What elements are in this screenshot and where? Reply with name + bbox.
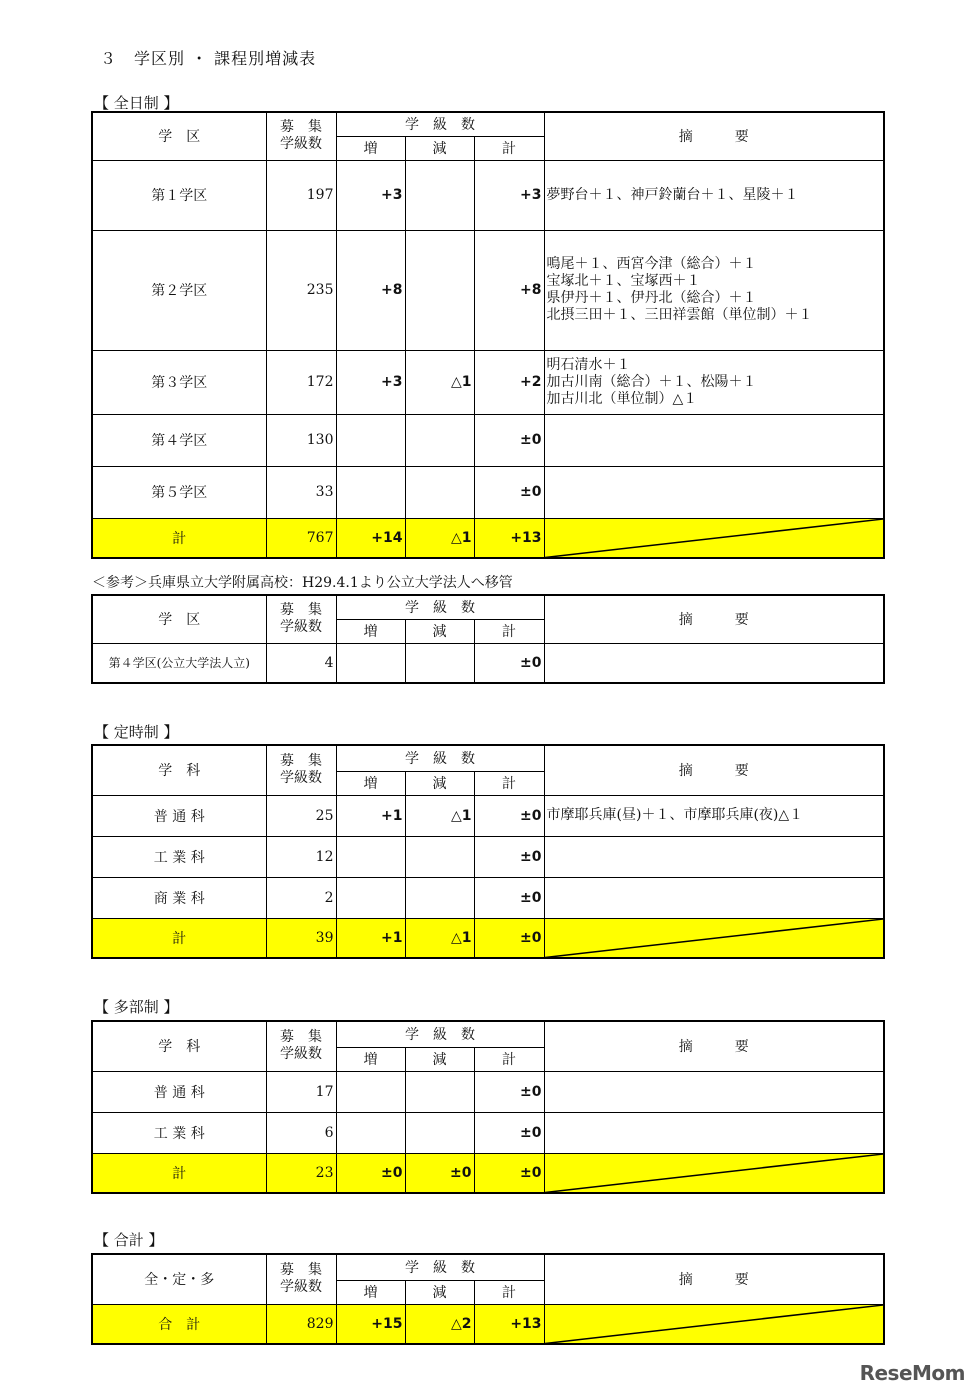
total-total: +13	[474, 518, 544, 558]
header-zou: 増	[336, 1280, 405, 1304]
row-inc	[336, 1071, 405, 1112]
row-inc	[336, 836, 405, 877]
header-gakkyu: 学 級 数	[336, 1254, 544, 1280]
table-row	[92, 466, 884, 518]
diagonal-cell	[544, 1304, 884, 1344]
row-summary	[544, 466, 884, 518]
table-reference	[91, 594, 885, 684]
row-count: 4	[266, 643, 336, 683]
section-heading-zennichi: 【 全日制 】	[94, 94, 179, 112]
total-count: 767	[266, 518, 336, 558]
table-teiji	[91, 744, 885, 959]
header-gakku: 学 区	[92, 595, 266, 643]
header-tekiyo: 摘 要	[544, 595, 884, 643]
total-inc: ±0	[336, 1153, 405, 1193]
row-dec	[405, 466, 474, 518]
row-inc: +8	[336, 230, 405, 350]
table-zennichi	[91, 111, 885, 559]
summary-line: 加古川北（単位制）△１	[546, 390, 698, 407]
row-name: 普 通 科	[92, 795, 266, 836]
table-row	[92, 414, 884, 466]
row-summary	[544, 795, 884, 836]
total-name: 計	[92, 918, 266, 958]
table-row	[92, 643, 884, 683]
header-gakka: 学 科	[92, 1021, 266, 1071]
row-dec: △1	[405, 795, 474, 836]
header-boshu-line1: 募 集	[280, 119, 322, 136]
row-summary	[544, 350, 884, 414]
summary-line: 北摂三田＋１、三田祥雲館（単位制）＋１	[546, 307, 813, 323]
row-name: 第１学区	[92, 160, 266, 230]
row-dec: △1	[405, 350, 474, 414]
total-inc: +1	[336, 918, 405, 958]
section-heading-teiji: 【 定時制 】	[94, 723, 179, 741]
row-inc: +3	[336, 350, 405, 414]
header-zou: 増	[336, 619, 405, 643]
row-total: ±0	[474, 836, 544, 877]
header-boshu-line2: 学級数	[280, 136, 322, 153]
row-count: 17	[266, 1071, 336, 1112]
header-boshu-line2: 学級数	[280, 619, 322, 636]
header-boshu-line1: 募 集	[280, 1029, 322, 1046]
header-gen: 減	[405, 771, 474, 795]
row-summary	[544, 1071, 884, 1112]
header-gakkyu: 学 級 数	[336, 745, 544, 771]
row-count: 33	[266, 466, 336, 518]
table-row	[92, 877, 884, 918]
summary-line: 夢野台＋１、神戸鈴蘭台＋１、星陵＋１	[546, 186, 799, 203]
row-inc	[336, 1112, 405, 1153]
diagonal-cell	[544, 1153, 884, 1193]
summary-line: 鳴尾＋１、西宮今津（総合）＋１	[546, 256, 757, 272]
header-boshu	[266, 1021, 336, 1071]
header-boshu-line1: 募 集	[280, 1262, 322, 1279]
row-total: ±0	[474, 466, 544, 518]
row-summary	[544, 160, 884, 230]
table-row	[92, 160, 884, 230]
summary-line: 加古川南（総合）＋１、松陽＋１	[546, 373, 757, 390]
row-total: ±0	[474, 1112, 544, 1153]
total-dec: △1	[405, 918, 474, 958]
row-total: ±0	[474, 795, 544, 836]
header-kei: 計	[474, 619, 544, 643]
table-row	[92, 230, 884, 350]
header-gakkyu: 学 級 数	[336, 595, 544, 619]
table-goukei	[91, 1253, 885, 1345]
summary-line: 明石清水＋１	[546, 356, 631, 373]
header-all: 全・定・多	[92, 1254, 266, 1304]
table-row	[92, 1071, 884, 1112]
row-inc	[336, 877, 405, 918]
row-total: +2	[474, 350, 544, 414]
header-tekiyo: 摘 要	[544, 745, 884, 795]
header-boshu	[266, 745, 336, 795]
row-summary	[544, 414, 884, 466]
row-count: 235	[266, 230, 336, 350]
row-name: 第４学区(公立大学法人立)	[92, 643, 266, 683]
header-gakka: 学 科	[92, 745, 266, 795]
header-kei: 計	[474, 771, 544, 795]
total-row	[92, 1304, 884, 1344]
row-summary	[544, 643, 884, 683]
diagonal-cell	[544, 518, 884, 558]
row-total: ±0	[474, 877, 544, 918]
row-summary	[544, 1112, 884, 1153]
total-total: ±0	[474, 1153, 544, 1193]
summary-line: 市摩耶兵庫(昼)＋１、市摩耶兵庫(夜)△１	[546, 807, 804, 823]
total-name: 計	[92, 518, 266, 558]
header-gen: 減	[405, 1047, 474, 1071]
header-boshu-line2: 学級数	[280, 770, 322, 787]
header-gen: 減	[405, 619, 474, 643]
table-row	[92, 836, 884, 877]
total-row	[92, 518, 884, 558]
row-name: 第３学区	[92, 350, 266, 414]
header-boshu	[266, 112, 336, 160]
total-name: 合 計	[92, 1304, 266, 1344]
total-row	[92, 918, 884, 958]
row-total: ±0	[474, 1071, 544, 1112]
row-summary	[544, 877, 884, 918]
row-name: 商 業 科	[92, 877, 266, 918]
header-kei: 計	[474, 136, 544, 160]
row-count: 172	[266, 350, 336, 414]
row-inc	[336, 414, 405, 466]
header-gakkyu: 学 級 数	[336, 112, 544, 136]
row-inc: +3	[336, 160, 405, 230]
row-name: 工 業 科	[92, 836, 266, 877]
total-name: 計	[92, 1153, 266, 1193]
row-dec	[405, 1071, 474, 1112]
row-count: 2	[266, 877, 336, 918]
total-dec: △1	[405, 518, 474, 558]
total-inc: +15	[336, 1304, 405, 1344]
row-count: 25	[266, 795, 336, 836]
reference-note: ＜参考＞兵庫県立大学附属高校：H29.4.1より公立大学法人へ移管	[92, 575, 513, 591]
row-name: 普 通 科	[92, 1071, 266, 1112]
header-boshu-line1: 募 集	[280, 753, 322, 770]
summary-line: 宝塚北＋１、宝塚西＋１	[546, 273, 701, 289]
row-total: ±0	[474, 643, 544, 683]
row-inc	[336, 643, 405, 683]
section-heading-tabu: 【 多部制 】	[94, 998, 179, 1016]
header-tekiyo: 摘 要	[544, 1254, 884, 1304]
row-inc	[336, 466, 405, 518]
total-dec: ±0	[405, 1153, 474, 1193]
row-dec	[405, 643, 474, 683]
row-dec	[405, 877, 474, 918]
summary-line: 県伊丹＋１、伊丹北（総合）＋１	[546, 290, 757, 306]
row-dec	[405, 230, 474, 350]
header-zou: 増	[336, 771, 405, 795]
row-total: ±0	[474, 414, 544, 466]
header-gakku: 学 区	[92, 112, 266, 160]
header-boshu-line2: 学級数	[280, 1046, 322, 1063]
table-row	[92, 1112, 884, 1153]
total-inc: +14	[336, 518, 405, 558]
row-total: +3	[474, 160, 544, 230]
diagonal-cell	[544, 918, 884, 958]
row-name: 第５学区	[92, 466, 266, 518]
row-dec	[405, 1112, 474, 1153]
row-name: 第４学区	[92, 414, 266, 466]
header-gen: 減	[405, 1280, 474, 1304]
row-total: +8	[474, 230, 544, 350]
header-gakkyu: 学 級 数	[336, 1021, 544, 1047]
row-name: 第２学区	[92, 230, 266, 350]
row-dec	[405, 414, 474, 466]
header-tekiyo: 摘 要	[544, 112, 884, 160]
table-row	[92, 795, 884, 836]
total-total: +13	[474, 1304, 544, 1344]
row-count: 6	[266, 1112, 336, 1153]
row-count: 130	[266, 414, 336, 466]
total-count: 23	[266, 1153, 336, 1193]
header-zou: 増	[336, 1047, 405, 1071]
header-zou: 増	[336, 136, 405, 160]
table-row	[92, 350, 884, 414]
row-summary	[544, 230, 884, 350]
total-total: ±0	[474, 918, 544, 958]
section-heading-goukei: 【 合計 】	[94, 1231, 164, 1249]
row-dec	[405, 836, 474, 877]
watermark-logo: ReseMom	[859, 1361, 965, 1385]
total-count: 39	[266, 918, 336, 958]
header-boshu	[266, 1254, 336, 1304]
row-count: 12	[266, 836, 336, 877]
header-boshu-line2: 学級数	[280, 1279, 322, 1296]
row-name: 工 業 科	[92, 1112, 266, 1153]
row-count: 197	[266, 160, 336, 230]
total-count: 829	[266, 1304, 336, 1344]
row-summary	[544, 836, 884, 877]
header-kei: 計	[474, 1047, 544, 1071]
page-title: ３ 学区別 ・ 課程別増減表	[100, 49, 317, 68]
header-kei: 計	[474, 1280, 544, 1304]
table-tabu	[91, 1020, 885, 1194]
header-boshu-line1: 募 集	[280, 602, 322, 619]
total-dec: △2	[405, 1304, 474, 1344]
total-row	[92, 1153, 884, 1193]
row-dec	[405, 160, 474, 230]
header-tekiyo: 摘 要	[544, 1021, 884, 1071]
header-gen: 減	[405, 136, 474, 160]
row-inc: +1	[336, 795, 405, 836]
header-boshu	[266, 595, 336, 643]
